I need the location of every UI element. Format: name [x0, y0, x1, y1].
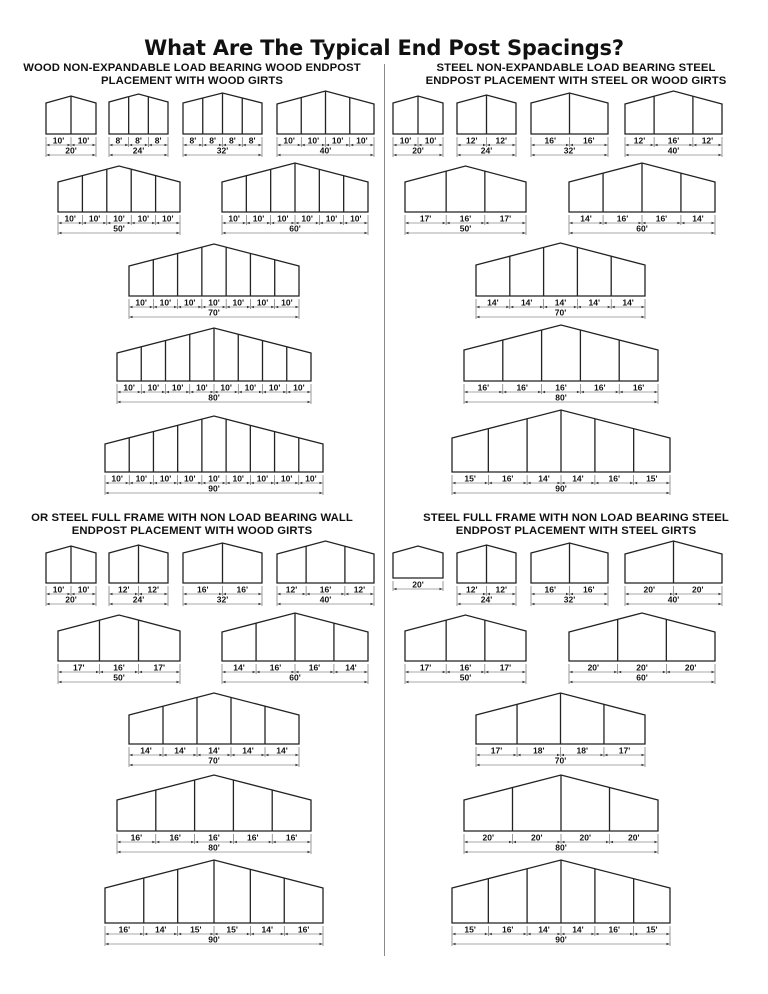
spacing-label: 16' [208, 832, 220, 843]
total-width-label: 70' [208, 755, 220, 766]
spacing-label: 20' [587, 662, 600, 673]
header-line: OR STEEL FULL FRAME WITH NON LOAD BEARING WALL [31, 512, 353, 524]
spacing-label: 10' [196, 382, 208, 393]
endwall-diagram-90ft [451, 859, 671, 950]
total-width-label: 40' [667, 594, 680, 605]
spacing-label: 14' [174, 745, 186, 756]
spacing-label: 16' [113, 662, 125, 673]
spacing-label: 12' [495, 584, 507, 595]
spacing-label: 8' [209, 135, 216, 146]
spacing-label: 16' [501, 473, 514, 484]
spacing-label: 10' [52, 584, 65, 595]
spacing-label: 10' [293, 382, 305, 393]
spacing-label: 20' [531, 832, 543, 843]
endwall-diagram-40ft [276, 540, 375, 610]
spacing-label: 10' [280, 473, 293, 484]
spacing-label: 16' [169, 832, 181, 843]
total-width-label: 40' [319, 594, 332, 605]
total-width-label: 50' [113, 223, 125, 234]
total-width-label: 70' [208, 307, 220, 318]
endwall-diagram-80ft [116, 774, 312, 858]
spacing-label: 16' [667, 135, 680, 146]
section-header-steel-load-bearing [384, 62, 768, 88]
spacing-label: 16' [516, 382, 528, 393]
spacing-label: 14' [580, 213, 592, 224]
total-width-label: 80' [555, 842, 567, 853]
spacing-label: 8' [189, 135, 197, 146]
spacing-label: 15' [464, 924, 476, 935]
total-width-label: 20' [412, 145, 424, 156]
spacing-label: 20' [579, 832, 591, 843]
spacing-label: 14' [233, 662, 245, 673]
endwall-diagram-70ft [475, 242, 646, 323]
spacing-label: 10' [399, 135, 412, 146]
spacing-label: 16' [608, 924, 621, 935]
spacing-label: 17' [419, 213, 432, 224]
total-width-label: 20' [65, 145, 77, 156]
spacing-label: 16' [555, 382, 567, 393]
page-title: What Are The Typical End Post Spacings? [144, 36, 624, 60]
spacing-label: 10' [77, 584, 90, 595]
total-width-label: 90' [555, 934, 567, 945]
spacing-label: 14' [554, 297, 567, 308]
endwall-diagram-90ft [104, 859, 324, 950]
spacing-label: 10' [356, 135, 368, 146]
spacing-label: 16' [544, 584, 556, 595]
spacing-label: 10' [305, 473, 317, 484]
endwall-diagram-20ft [45, 545, 97, 610]
endwall-diagram-40ft [276, 90, 375, 161]
spacing-label: 12' [495, 135, 507, 146]
spacing-label: 15' [226, 924, 238, 935]
spacing-label: 12' [466, 135, 478, 146]
endwall-diagram-70ft [128, 243, 300, 323]
spacing-label: 10' [208, 297, 220, 308]
spacing-label: 10' [52, 135, 65, 146]
spacing-label: 10' [325, 213, 338, 224]
spacing-label: 12' [118, 584, 130, 595]
spacing-label: 16' [608, 473, 621, 484]
spacing-label: 10' [137, 213, 150, 224]
spacing-label: 10' [64, 213, 76, 224]
spacing-label: 8' [135, 135, 142, 146]
endwall-diagram-20ft [392, 545, 444, 595]
spacing-label: 16' [477, 382, 490, 393]
spacing-label: 10' [283, 135, 295, 146]
spacing-label: 12' [353, 584, 366, 595]
spacing-label: 20' [628, 832, 640, 843]
spacing-label: 16' [269, 662, 282, 673]
total-width-label: 60' [636, 672, 648, 683]
spacing-label: 17' [419, 662, 432, 673]
spacing-label: 16' [319, 584, 332, 595]
total-width-label: 50' [113, 672, 125, 683]
spacing-label: 16' [616, 213, 629, 224]
spacing-label: 10' [159, 297, 172, 308]
spacing-label: 20' [692, 584, 704, 595]
endwall-diagram-70ft [475, 692, 646, 771]
spacing-label: 20' [636, 662, 648, 673]
total-width-label: 90' [208, 483, 220, 494]
spacing-label: 10' [113, 213, 125, 224]
total-width-label: 32' [563, 594, 576, 605]
spacing-label: 14' [538, 473, 550, 484]
spacing-label: 16' [583, 584, 595, 595]
section-header-full-frame-wood-girts [0, 512, 384, 538]
spacing-label: 16' [459, 662, 472, 673]
spacing-label: 12' [701, 135, 714, 146]
endwall-diagram-40ft [624, 90, 723, 161]
section-header-wood-load-bearing [0, 62, 384, 88]
endwall-diagram-70ft [128, 692, 300, 771]
spacing-label: 16' [118, 924, 131, 935]
spacing-label: 14' [140, 745, 152, 756]
spacing-label: 20' [412, 579, 424, 590]
spacing-label: 18' [576, 745, 588, 756]
spacing-label: 15' [464, 473, 476, 484]
endwall-diagram-50ft [404, 165, 527, 239]
header-line: ENDPOST PLACEMENT WITH WOOD GIRTS [71, 525, 313, 537]
spacing-label: 15' [646, 924, 658, 935]
spacing-label: 17' [490, 745, 503, 756]
spacing-label: 14' [520, 297, 533, 308]
endwall-diagram-24ft [108, 544, 169, 610]
spacing-label: 14' [154, 924, 167, 935]
spacing-label: 10' [147, 382, 160, 393]
spacing-label: 8' [154, 135, 162, 146]
total-width-label: 24' [480, 145, 493, 156]
spacing-label: 10' [277, 213, 289, 224]
spacing-label: 16' [247, 832, 259, 843]
spacing-label: 18' [533, 745, 545, 756]
spacing-label: 14' [242, 745, 254, 756]
endwall-diagram-90ft [104, 415, 324, 499]
spacing-label: 10' [135, 473, 148, 484]
header-line: STEEL NON-EXPANDABLE LOAD BEARING STEEL [436, 62, 716, 74]
spacing-label: 17' [499, 662, 512, 673]
total-width-label: 90' [555, 483, 567, 494]
endwall-diagram-20ft [45, 95, 97, 161]
total-width-label: 32' [563, 145, 576, 156]
total-width-label: 24' [480, 594, 493, 605]
spacing-label: 10' [424, 135, 437, 146]
spacing-label: 17' [618, 745, 631, 756]
spacing-label: 14' [208, 745, 220, 756]
endwall-diagram-50ft [57, 614, 181, 688]
spacing-label: 14' [572, 473, 584, 484]
total-width-label: 24' [132, 594, 145, 605]
spacing-label: 20' [643, 584, 655, 595]
spacing-label: 14' [588, 297, 601, 308]
total-width-label: 50' [459, 223, 472, 234]
spacing-label: 15' [646, 473, 658, 484]
total-width-label: 40' [319, 145, 332, 156]
spacing-label: 10' [111, 473, 123, 484]
spacing-label: 17' [153, 662, 166, 673]
spacing-label: 10' [135, 297, 147, 308]
spacing-label: 10' [159, 473, 172, 484]
total-width-label: 32' [216, 594, 229, 605]
endwall-diagram-90ft [451, 409, 671, 499]
spacing-label: 8' [248, 135, 256, 146]
spacing-label: 16' [459, 213, 472, 224]
total-width-label: 20' [65, 594, 77, 605]
spacing-label: 16' [655, 213, 668, 224]
spacing-label: 10' [88, 213, 101, 224]
spacing-label: 12' [466, 584, 478, 595]
endwall-diagram-80ft [463, 774, 659, 858]
spacing-label: 14' [261, 924, 274, 935]
total-width-label: 60' [289, 672, 301, 683]
spacing-label: 10' [171, 382, 184, 393]
spacing-label: 16' [197, 584, 209, 595]
spacing-label: 16' [130, 832, 143, 843]
spacing-label: 10' [162, 213, 174, 224]
spacing-label: 14' [487, 297, 499, 308]
spacing-label: 16' [583, 135, 595, 146]
spacing-label: 10' [228, 213, 240, 224]
endwall-diagram-60ft [568, 162, 716, 239]
spacing-label: 16' [501, 924, 514, 935]
spacing-label: 10' [220, 382, 232, 393]
spacing-label: 10' [77, 135, 90, 146]
endwall-diagram-40ft [624, 540, 723, 610]
total-width-label: 32' [216, 145, 229, 156]
total-width-label: 80' [208, 842, 220, 853]
spacing-label: 14' [622, 297, 634, 308]
total-width-label: 70' [554, 307, 567, 318]
spacing-label: 10' [331, 135, 344, 146]
endwall-diagram-24ft [108, 93, 169, 161]
total-width-label: 50' [459, 672, 472, 683]
total-width-label: 40' [667, 145, 680, 156]
spacing-label: 10' [307, 135, 320, 146]
total-width-label: 80' [208, 392, 220, 403]
spacing-label: 10' [281, 297, 293, 308]
spacing-label: 16' [308, 662, 321, 673]
spacing-label: 16' [594, 382, 606, 393]
spacing-label: 10' [268, 382, 281, 393]
spacing-label: 14' [345, 662, 357, 673]
total-width-label: 60' [636, 223, 648, 234]
spacing-label: 16' [297, 924, 310, 935]
endwall-diagram-80ft [463, 324, 659, 408]
total-width-label: 70' [554, 755, 567, 766]
section-header-full-frame-steel-girts [384, 512, 768, 538]
endwall-diagram-32ft [182, 92, 263, 161]
spacing-label: 10' [301, 213, 313, 224]
spacing-label: 15' [190, 924, 202, 935]
spacing-label: 14' [276, 745, 288, 756]
endwall-diagram-50ft [57, 165, 181, 239]
spacing-label: 16' [285, 832, 298, 843]
spacing-label: 10' [184, 473, 196, 484]
endwall-diagram-32ft [530, 92, 609, 161]
total-width-label: 90' [208, 934, 220, 945]
spacing-label: 12' [285, 584, 298, 595]
endwall-diagram-32ft [530, 542, 609, 610]
spacing-label: 20' [482, 832, 494, 843]
header-line: ENDPOST PLACEMENT WITH STEEL OR WOOD GIRTS [425, 75, 727, 87]
header-line: ENDPOST PLACEMENT WITH STEEL GIRTS [455, 525, 697, 537]
header-line: STEEL FULL FRAME WITH NON LOAD BEARING STEEL [423, 512, 729, 524]
spacing-label: 10' [350, 213, 362, 224]
spacing-label: 10' [232, 473, 244, 484]
endwall-diagram-80ft [116, 327, 312, 408]
endwall-diagram-24ft [456, 94, 517, 161]
spacing-label: 17' [72, 662, 85, 673]
spacing-label: 10' [208, 473, 220, 484]
spacing-label: 14' [692, 213, 704, 224]
spacing-label: 10' [183, 297, 196, 308]
endwall-diagram-60ft [568, 612, 716, 688]
spacing-label: 10' [123, 382, 135, 393]
total-width-label: 24' [132, 145, 145, 156]
endwall-diagram-20ft [392, 95, 444, 161]
spacing-label: 12' [147, 584, 159, 595]
spacing-label: 10' [232, 297, 245, 308]
spacing-label: 10' [256, 297, 269, 308]
spacing-label: 16' [544, 135, 556, 146]
column-divider [384, 64, 385, 956]
spacing-label: 10' [244, 382, 257, 393]
spacing-label: 10' [252, 213, 265, 224]
spacing-label: 10' [256, 473, 269, 484]
endwall-diagram-24ft [456, 544, 517, 610]
header-line: PLACEMENT WITH WOOD GIRTS [101, 75, 283, 87]
endwall-diagram-60ft [221, 612, 369, 688]
spacing-label: 14' [572, 924, 584, 935]
spacing-label: 20' [684, 662, 697, 673]
total-width-label: 80' [555, 392, 567, 403]
endwall-diagram-60ft [221, 162, 369, 239]
spacing-label: 16' [632, 382, 645, 393]
spacing-label: 17' [499, 213, 512, 224]
endwall-diagram-32ft [182, 542, 263, 610]
spacing-label: 8' [229, 135, 236, 146]
spacing-label: 8' [115, 135, 123, 146]
header-line: WOOD NON-EXPANDABLE LOAD BEARING WOOD ENDPOST [23, 62, 361, 74]
spacing-label: 12' [633, 135, 646, 146]
spacing-label: 14' [538, 924, 550, 935]
endwall-diagram-50ft [404, 614, 527, 688]
spacing-label: 16' [236, 584, 248, 595]
total-width-label: 60' [289, 223, 301, 234]
